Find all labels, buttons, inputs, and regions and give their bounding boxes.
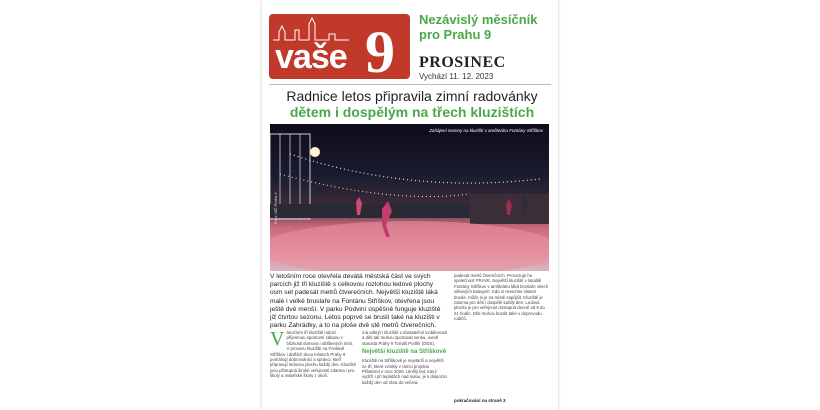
column-1-text: ánočním tři kluziště nabízí příjemnou sportovní zábavu v blízkosti domova i oblíbených míst. V provozu kluziště na Fontáně Stříškov i dalších dvou místech Prahy 9 pomáhají dobrovolníci a správci, kteří připravují ledovou plochu každý den. Kluziště jsou přístupná široké veřejnosti zdarma i pro školy a mateřské školy z okolí. bbox=[270, 330, 356, 379]
continued-link[interactable]: pokračování na straně 3 bbox=[454, 398, 506, 403]
headline-line-2: dětem i dospělým na třech kluzištích bbox=[289, 104, 535, 120]
article-column-3 bbox=[454, 273, 550, 395]
masthead-logo bbox=[269, 14, 410, 79]
skating-rink-photo bbox=[270, 124, 549, 271]
column-3-text: padesát metrů čtverečních. Provozuje ho společnost PRAVE. Největší kluziště v lokalitě Fontány Stříškov v amfiteátru láká bruslaře všech věkových kategorií. Kdo si nevezme vlastní brusle, může si je na místě zapůjčit. Kluziště je zdarma pro děti i dospělé každý den. Ledová plocha je pro veřejnost dostupná denně od 9 do 21 hodin. Děti mohou bruslit také v doprovodu rodičů. bbox=[454, 273, 549, 322]
logo-number: 9 bbox=[365, 19, 395, 79]
header-divider bbox=[269, 84, 551, 85]
photo-credit: Foto: MČ Praha 9 bbox=[273, 192, 278, 224]
logo-text: vaše bbox=[275, 38, 347, 76]
column-2-text: má odkrýt i kluziště v dostatečné vzdálenosti a děti tak mohou sportovat venku, uvedl starosta Prahy 9 Tomáš Portlík (ODS). bbox=[362, 330, 447, 346]
masthead-tagline: Nezávislý měsíčník pro Prahu 9 bbox=[419, 12, 538, 42]
newspaper-page bbox=[262, 0, 558, 410]
issue-month: PROSINEC bbox=[419, 54, 506, 71]
article-lead: V letošním roce otevřela devátá městská část ve svých parcích již tři kluziště s celkovou rozlohou ledové plochy osm set padesát metrů čtverečních. Největší kluziště láká malé i velké bruslaře na Fontánu Stříškov, otevřena jsou ještě dvě menší. V parku Podviní úspěšně funguje kluziště již čtvrtou sezonu. Letos poprvé se bruslí také na kluzišti v parku Zahrádky, a to na ploše dvě stě metrů čtverečních. bbox=[270, 273, 441, 330]
issue-date: Vychází 11. 12. 2023 bbox=[419, 72, 494, 81]
photo-caption: Zahájení sezony na kluzišti v amfiteátru Fontány Stříškov bbox=[429, 128, 543, 133]
article-column-1 bbox=[270, 330, 356, 379]
drop-cap: V bbox=[270, 328, 285, 350]
rink-scene-illustration bbox=[270, 124, 549, 271]
headline-line-1: Radnice letos připravila zimní radovánky bbox=[286, 88, 538, 104]
column-2-text-continued: Kluziště na Stříškově je nejstarší a největší ze tří, které vznikly v rámci projektu Přátelství v roce 2020. Umělý led, který vydrží i při teplotách nad nulou, je k dispozici každý den od rána do večera. bbox=[362, 358, 448, 385]
section-subhead: Největší kluziště na Stříškově bbox=[362, 349, 447, 356]
article-column-2 bbox=[362, 330, 448, 385]
